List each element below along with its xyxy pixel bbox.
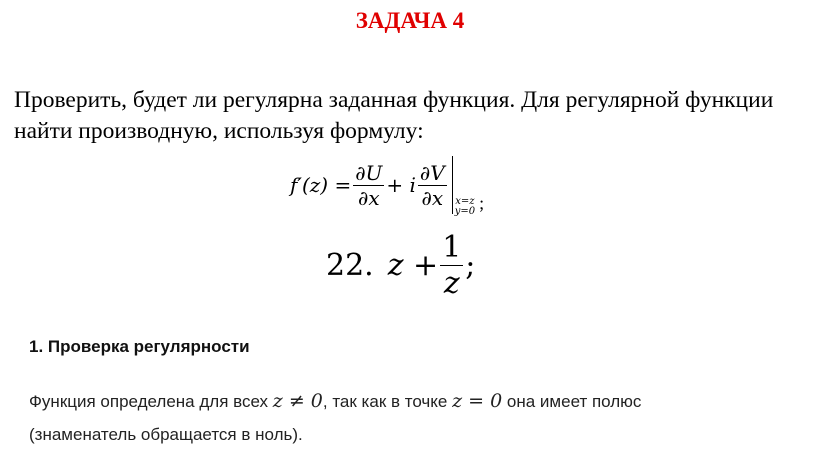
paragraph-line-1 xyxy=(29,385,799,418)
fraction-denominator: z xyxy=(443,265,460,301)
fraction-one-over-z xyxy=(440,230,463,301)
condition-x: x=z xyxy=(455,196,475,207)
task-statement xyxy=(14,85,804,147)
evaluation-bar xyxy=(452,156,453,214)
fraction-denominator: ∂x xyxy=(357,185,380,210)
task-title-text: ЗАДАЧА 4 xyxy=(355,8,465,33)
fraction-numerator: ∂V xyxy=(419,160,445,185)
fraction-numerator: 1 xyxy=(442,229,462,265)
text-segment: Функция определена для всех xyxy=(29,392,273,411)
section-heading: 1. Проверка регулярности xyxy=(29,337,250,356)
inline-math-z-eq-0: z = 0 xyxy=(452,390,503,412)
problem-number: 22. xyxy=(326,247,374,283)
task-line-1: Проверить, будет ли регулярна заданная функция. Для регулярной функции xyxy=(14,87,774,113)
fraction-denominator: ∂x xyxy=(421,185,444,210)
section-body xyxy=(29,385,799,451)
formula-plus-i: + i xyxy=(386,173,416,197)
task-title xyxy=(0,8,818,34)
fraction-numerator: ∂U xyxy=(355,160,383,185)
fraction-dV-dx xyxy=(418,161,447,210)
text-segment: она имеет полюс xyxy=(502,392,642,411)
problem-expr: z + xyxy=(387,247,439,283)
paragraph-line-2: (знаменатель обращается в ноль). xyxy=(29,425,303,444)
problem-semicolon: ; xyxy=(465,247,476,283)
problem-expression xyxy=(326,222,475,308)
task-line-2: найти производную, используя формулу: xyxy=(14,118,424,144)
inline-math-z-neq-0: z ≠ 0 xyxy=(272,390,323,412)
evaluation-conditions xyxy=(455,197,475,217)
fraction-dU-dx xyxy=(353,161,384,210)
condition-y: y=0 xyxy=(454,206,476,217)
text-segment: , так как в точке xyxy=(322,392,453,411)
derivative-formula xyxy=(290,150,484,220)
formula-lhs: f′(z) = xyxy=(290,173,352,197)
formula-semicolon: ; xyxy=(479,192,485,213)
